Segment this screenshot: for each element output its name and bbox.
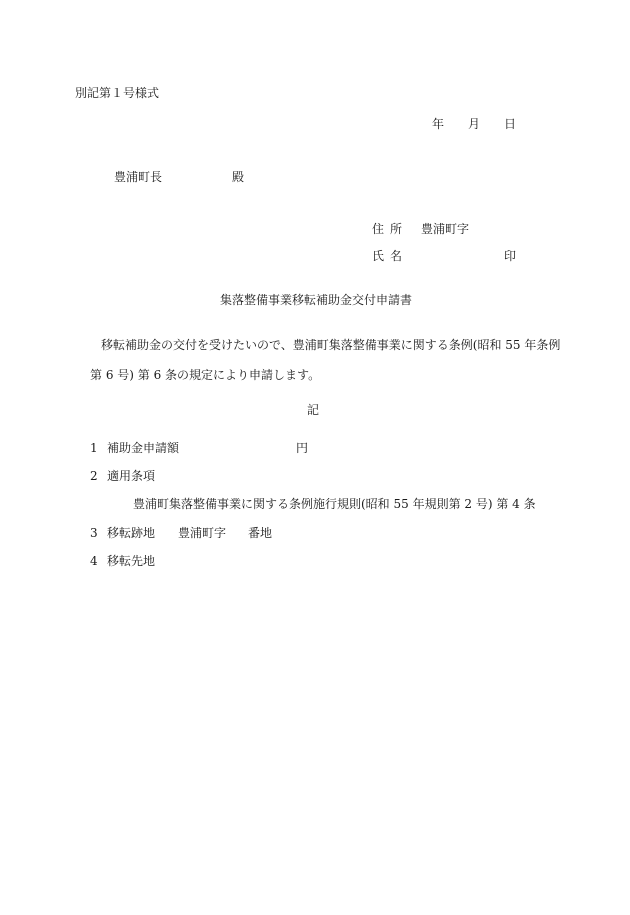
date-day-label: 日 — [504, 117, 517, 131]
form-number-label: 別記第１号様式 — [75, 86, 160, 100]
item-4-number: 4 — [90, 554, 98, 568]
item-3-town: 豊浦町字 — [178, 526, 227, 540]
item-1-label: 補助金申請額 — [107, 441, 180, 455]
document-title: 集落整備事業移転補助金交付申請書 — [220, 293, 413, 307]
item-3-suffix: 番地 — [248, 526, 273, 540]
applicant-address-value: 豊浦町字 — [421, 222, 470, 236]
addressee-honorific: 殿 — [232, 170, 245, 184]
item-2-detail: 豊浦町集落整備事業に関する条例施行規則(昭和 55 年規則第 2 号) 第 4 条 — [133, 497, 536, 511]
item-4-label: 移転先地 — [107, 554, 156, 568]
applicant-address-label: 住所 — [372, 222, 409, 236]
date-month-label: 月 — [468, 117, 481, 131]
item-2-label: 適用条項 — [107, 469, 156, 483]
body-text-line-2: 第 6 号) 第 6 条の規定により申請します。 — [90, 368, 321, 382]
item-1-unit: 円 — [296, 441, 309, 455]
item-2-number: 2 — [90, 469, 98, 483]
body-text-line-1: 移転補助金の交付を受けたいので、豊浦町集落整備事業に関する条例(昭和 55 年条例 — [101, 338, 561, 352]
ki-heading: 記 — [307, 403, 320, 417]
addressee-name: 豊浦町長 — [114, 170, 163, 184]
seal-mark: 印 — [504, 249, 517, 263]
item-3-number: 3 — [90, 526, 98, 540]
date-year-label: 年 — [432, 117, 445, 131]
item-3-label: 移転跡地 — [107, 526, 156, 540]
item-1-number: 1 — [90, 441, 98, 455]
applicant-name-label: 氏名 — [372, 249, 409, 263]
